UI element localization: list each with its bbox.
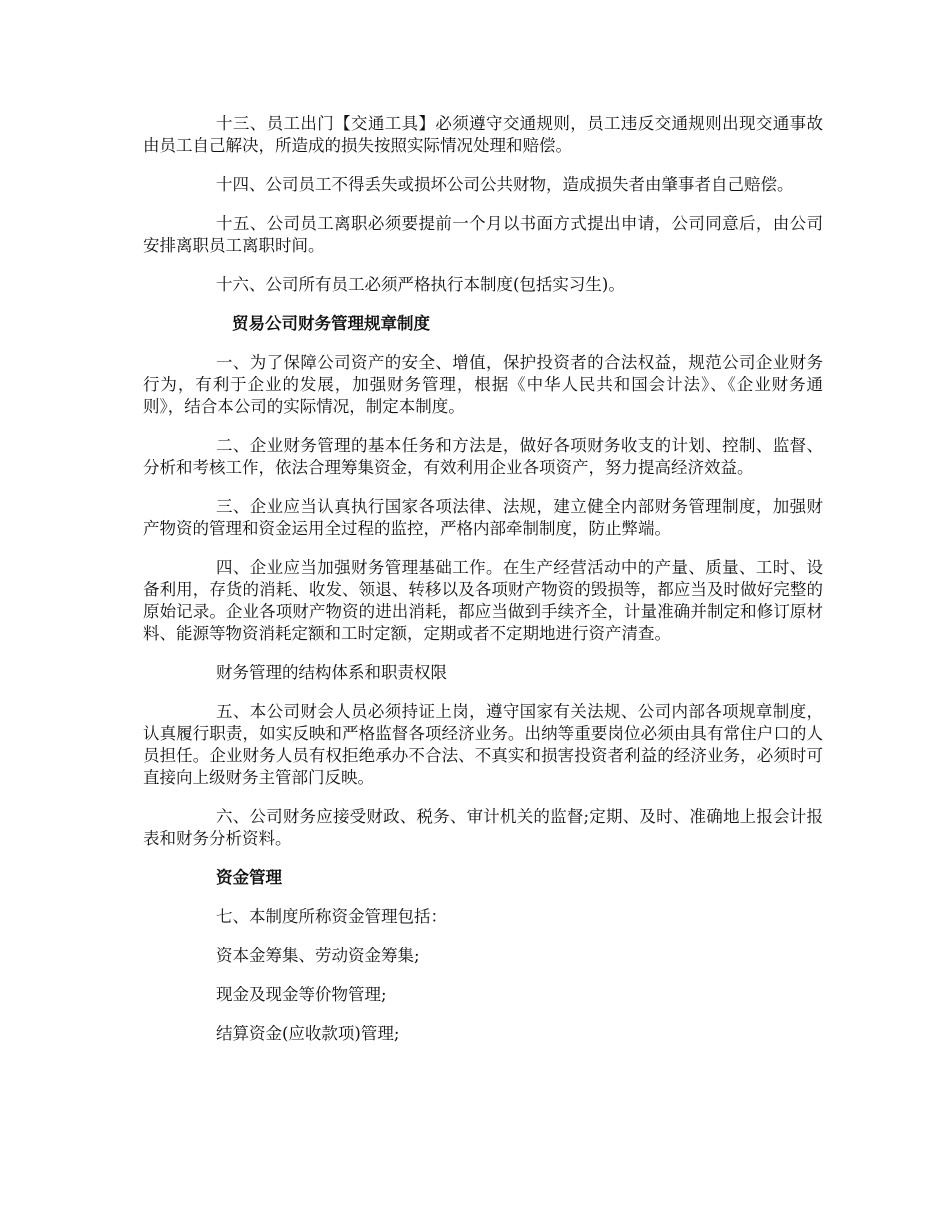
funds-item-cash: 现金及现金等价物管理; — [216, 985, 387, 1004]
section-structure-heading: 财务管理的结构体系和职责权限 — [216, 663, 447, 682]
paragraph-3: 三、企业应当认真执行国家各项法律、法规，建立健全内部财务管理制度，加强财产物资的管理和资金运用全过程的监控，严格内部牵制制度，防止弊端。 — [143, 497, 823, 538]
section-funds-heading: 资金管理 — [216, 868, 282, 887]
funds-item-capital: 资本金筹集、劳动资金筹集; — [216, 946, 420, 965]
document-title: 贸易公司财务管理规章制度 — [232, 314, 430, 333]
paragraph-14: 十四、公司员工不得丢失或损坏公司公共财物，造成损失者由肇事者自己赔偿。 — [216, 175, 794, 194]
paragraph-2: 二、企业财务管理的基本任务和方法是，做好各项财务收支的计划、控制、监督、分析和考核工作，依法合理筹集资金，有效利用企业各项资产，努力提高经济效益。 — [143, 436, 823, 477]
funds-item-receivables: 结算资金(应收款项)管理; — [216, 1024, 400, 1043]
funds-item-7: 七、本制度所称资金管理包括： — [216, 907, 447, 926]
paragraph-1: 一、为了保障公司资产的安全、增值，保护投资者的合法权益，规范公司企业财务行为，有利于企业的发展，加强财务管理，根据《中华人民共和国会计法》、《企业财务通则》，结合本公司的实际情况，制定本制度。 — [143, 353, 823, 416]
paragraph-16: 十六、公司所有员工必须严格执行本制度(包括实习生)。 — [216, 275, 625, 294]
paragraph-5: 五、本公司财会人员必须持证上岗，遵守国家有关法规、公司内部各项规章制度，认真履行职责，如实反映和严格监督各项经济业务。出纳等重要岗位必须由具有常住户口的人员担任。企业财务人员有权拒绝承办不合法、不真实和损害投资者利益的经济业务，必须时可直接向上级财务主管部门反映。 — [143, 702, 823, 787]
paragraph-13: 十三、员工出门【交通工具】必须遵守交通规则，员工违反交通规则出现交通事故由员工自己解决，所造成的损失按照实际情况处理和赔偿。 — [143, 114, 823, 155]
paragraph-4: 四、企业应当加强财务管理基础工作。在生产经营活动中的产量、质量、工时、设备利用，存货的消耗、收发、领退、转移以及各项财产物资的毁损等，都应当及时做好完整的原始记录。企业各项财产物资的进出消耗，都应当做到手续齐全，计量准确并制定和修订原材料、能源等物资消耗定额和工时定额，定期或者不定期地进行资产清查。 — [143, 558, 823, 643]
paragraph-6: 六、公司财务应接受财政、税务、审计机关的监督;定期、及时、准确地上报会计报表和财务分析资料。 — [143, 807, 823, 848]
paragraph-15: 十五、公司员工离职必须要提前一个月以书面方式提出申请，公司同意后，由公司安排离职员工离职时间。 — [143, 214, 823, 255]
document-page — [143, 113, 823, 1062]
